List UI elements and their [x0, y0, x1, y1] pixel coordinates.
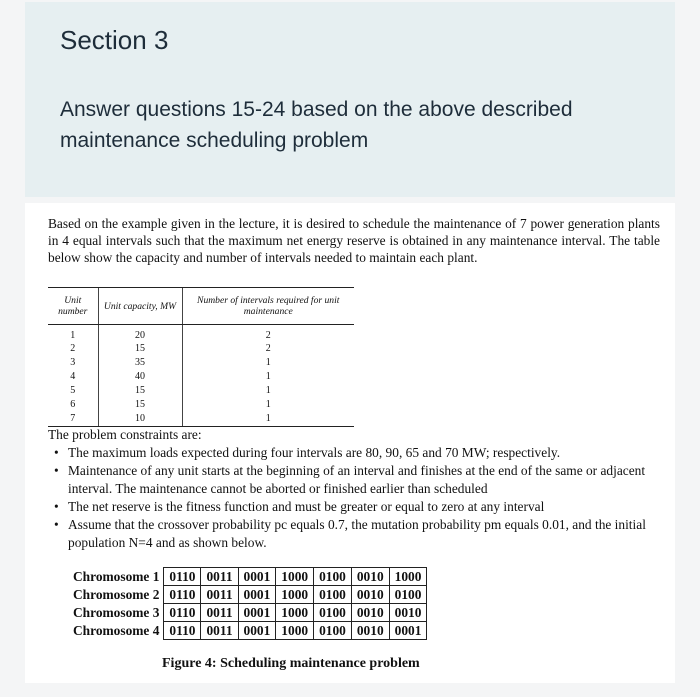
capacity-cell: 20	[98, 325, 182, 343]
gene-cell: 0001	[238, 568, 276, 586]
gene-cell: 0100	[314, 568, 352, 586]
gene-cell: 0010	[351, 622, 389, 640]
header-unit-capacity: Unit capacity, MW	[98, 288, 182, 325]
intervals-cell: 1	[182, 356, 354, 370]
chromosome-table	[73, 567, 427, 640]
gene-cell: 0100	[389, 586, 427, 604]
intervals-cell: 2	[182, 342, 354, 356]
bullet-icon: •	[54, 463, 59, 478]
table-row	[48, 356, 354, 370]
unit-capacity-table	[48, 287, 354, 427]
list-item	[48, 498, 660, 516]
gene-cell: 1000	[389, 568, 427, 586]
capacity-cell: 15	[98, 342, 182, 356]
gene-cell: 0011	[201, 604, 238, 622]
header-unit-number: Unit number	[48, 288, 98, 325]
list-item	[48, 444, 660, 462]
gene-cell: 0011	[201, 622, 238, 640]
unit-number-cell: 2	[70, 343, 76, 355]
unit-number-cell: 5	[70, 385, 76, 397]
gene-cell: 0011	[201, 586, 238, 604]
gene-cell: 0110	[164, 622, 201, 640]
chromosome-row	[73, 622, 427, 640]
list-item	[48, 516, 660, 552]
constraint-text: Assume that the crossover probability pc equals 0.7, the mutation probability pm equals 0.01, and the initial population N=4 and as shown below.	[68, 517, 646, 550]
intervals-cell: 2	[182, 325, 354, 343]
table-row	[48, 398, 354, 412]
unit-number-cell: 6	[70, 399, 76, 411]
chromosome-label: Chromosome 3	[73, 605, 160, 620]
bullet-icon: •	[54, 517, 59, 532]
bullet-icon: •	[54, 499, 59, 514]
gene-cell: 0110	[164, 568, 201, 586]
unit-number-cell: 3	[70, 357, 76, 369]
constraint-text: The net reserve is the fitness function and must be greater or equal to zero at any interval	[68, 499, 545, 514]
table-row	[48, 325, 354, 343]
gene-cell: 0001	[389, 622, 427, 640]
gene-cell: 0110	[164, 604, 201, 622]
gene-cell: 0010	[351, 586, 389, 604]
chromosome-row	[73, 586, 427, 604]
constraints-list	[48, 444, 660, 552]
table-row	[48, 384, 354, 398]
gene-cell: 1000	[276, 586, 314, 604]
problem-document	[25, 203, 675, 683]
unit-number-cell: 7	[48, 412, 98, 426]
intervals-cell: 1	[182, 412, 354, 426]
constraints-heading: The problem constraints are:	[48, 427, 202, 442]
intro-paragraph: Based on the example given in the lecture, it is desired to schedule the maintenance of 7 power generation plants in 4 equal intervals such that the maximum net energy reserve is obtained in any maintenance interval. The table below show the capacity and number of intervals needed to maintain each plant.	[48, 216, 660, 265]
chromosome-label: Chromosome 1	[73, 569, 160, 584]
gene-cell: 0100	[314, 586, 352, 604]
gene-cell: 0010	[351, 604, 389, 622]
capacity-cell: 35	[98, 356, 182, 370]
constraint-text: The maximum loads expected during four intervals are 80, 90, 65 and 70 MW; respectively.	[68, 445, 561, 460]
bullet-icon: •	[54, 445, 59, 460]
gene-cell: 1000	[276, 622, 314, 640]
gene-cell: 0001	[238, 622, 276, 640]
constraint-text: Maintenance of any unit starts at the beginning of an interval and finishes at the end of the same or adjacent interval. The maintenance cannot be aborted or finished earlier than scheduled	[68, 463, 646, 496]
table-row	[48, 370, 354, 384]
gene-cell: 0001	[238, 604, 276, 622]
gene-cell: 1000	[276, 604, 314, 622]
intervals-cell: 1	[182, 398, 354, 412]
gene-cell: 0011	[201, 568, 238, 586]
gene-cell: 0010	[389, 604, 427, 622]
capacity-cell: 40	[98, 370, 182, 384]
unit-number-cell: 4	[70, 371, 76, 383]
capacity-cell: 15	[98, 384, 182, 398]
intervals-cell: 1	[182, 384, 354, 398]
gene-cell: 0001	[238, 586, 276, 604]
chromosome-label: Chromosome 2	[73, 587, 160, 602]
section-title: Section 3	[60, 25, 169, 55]
capacity-cell: 15	[98, 398, 182, 412]
table-row	[48, 412, 354, 426]
gene-cell: 0100	[314, 604, 352, 622]
figure-caption: Figure 4: Scheduling maintenance problem	[162, 656, 420, 671]
unit-number-cell: 1	[70, 329, 76, 341]
section-header	[25, 2, 675, 197]
gene-cell: 0100	[314, 622, 352, 640]
gene-cell: 0110	[164, 586, 201, 604]
table-row	[48, 342, 354, 356]
chromosome-label: Chromosome 4	[73, 623, 160, 638]
chromosome-row	[73, 604, 427, 622]
list-item	[48, 462, 660, 498]
gene-cell: 1000	[276, 568, 314, 586]
gene-cell: 0010	[351, 568, 389, 586]
section-subtitle: Answer questions 15-24 based on the above described maintenance scheduling problem	[60, 98, 573, 152]
capacity-cell: 10	[98, 412, 182, 426]
header-intervals-required: Number of intervals required for unit maintenance	[182, 288, 354, 325]
intervals-cell: 1	[182, 370, 354, 384]
chromosome-row	[73, 568, 427, 586]
